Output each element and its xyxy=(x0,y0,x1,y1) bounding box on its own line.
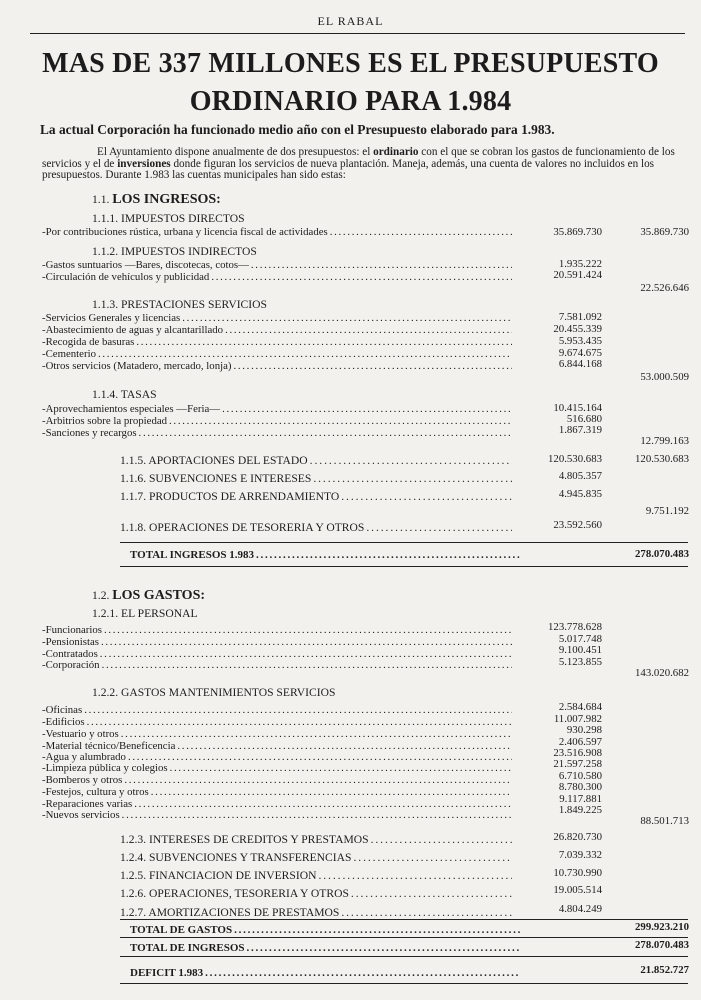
impuestos-directos-heading: 1.1.1. IMPUESTOS DIRECTOS xyxy=(92,212,245,225)
tesoreria-row: 1.1.8. OPERACIONES DE TESORERIA Y OTROS . . . xyxy=(120,519,512,533)
item-value: 9.674.675 xyxy=(558,347,602,359)
financiacion-row: 1.2.5. FINANCIACION DE INVERSION . . . xyxy=(120,867,512,881)
item-value: 4.804.249 xyxy=(558,903,602,915)
item-value: 1.867.319 xyxy=(558,424,602,436)
item-value: 123.778.628 xyxy=(548,621,602,633)
item-value: 20.591.424 xyxy=(553,269,602,281)
item-value: 2.584.684 xyxy=(558,701,602,713)
headline-line-1: MAS DE 337 MILLONES ES EL PRESUPUESTO xyxy=(42,48,659,79)
impuestos-indirectos-heading: 1.1.2. IMPUESTOS INDIRECTOS xyxy=(92,245,257,258)
list-item: -Abastecimiento de aguas y alcantarillado . . . xyxy=(42,324,512,336)
list-item: -Vestuario y otros . . . xyxy=(42,728,512,740)
total-rule xyxy=(120,983,688,984)
subtotal-value: 53.000.509 xyxy=(640,371,689,383)
item-value: 35.869.730 xyxy=(553,226,602,238)
subheadline: La actual Corporación ha funcionado medio año con el Presupuesto elaborado para 1.983. xyxy=(40,122,555,137)
total-rule xyxy=(120,937,688,938)
total-gastos-row: TOTAL DE GASTOS . . . xyxy=(130,923,520,936)
subtotal-value: 120.530.683 xyxy=(635,453,689,465)
list-item: -Sanciones y recargos . . . xyxy=(42,427,512,439)
subvenciones-row: 1.1.6. SUBVENCIONES E INTERESES . . . xyxy=(120,470,512,484)
mantenimiento-heading: 1.2.2. GASTOS MANTENIMIENTOS SERVICIOS xyxy=(92,686,336,699)
section-ingresos-heading: 1.1. LOS INGRESOS: xyxy=(92,192,221,207)
list-item: -Otros servicios (Matadero, mercado, lonja) . . . xyxy=(42,360,512,372)
subtotal-value: 88.501.713 xyxy=(640,815,689,827)
list-item: -Recogida de basuras . . . xyxy=(42,336,512,348)
prestaciones-heading: 1.1.3. PRESTACIONES SERVICIOS xyxy=(92,298,267,311)
item-value: 4.945.835 xyxy=(558,488,602,500)
item-value: 19.005.514 xyxy=(553,884,602,896)
list-item: -Contratados . . . xyxy=(42,648,512,660)
headline-line-2: ORDINARIO PARA 1.984 xyxy=(189,86,512,117)
item-value: 120.530.683 xyxy=(548,453,602,465)
list-item: -Bomberos y otros . . . xyxy=(42,774,512,786)
subtotal-value: 143.020.682 xyxy=(635,667,689,679)
item-value: 4.805.357 xyxy=(558,470,602,482)
item-value: 2.406.597 xyxy=(558,736,602,748)
subtotal-value: 9.751.192 xyxy=(645,505,689,517)
arrendamiento-row: 1.1.7. PRODUCTOS DE ARRENDAMIENTO . . . xyxy=(120,488,512,502)
total-ingresos-row: TOTAL DE INGRESOS . . . xyxy=(130,941,520,954)
deficit-value: 21.852.727 xyxy=(640,964,689,976)
page-header: EL RABAL xyxy=(317,14,384,28)
item-value: 20.455.339 xyxy=(553,323,602,335)
item-value: 11.007.982 xyxy=(553,713,602,725)
header-rule xyxy=(30,33,685,34)
list-item: -Oficinas . . . xyxy=(42,704,512,716)
item-value: 6.844.168 xyxy=(558,358,602,370)
subvenciones-row: 1.2.4. SUBVENCIONES Y TRANSFERENCIAS . . . xyxy=(120,849,512,863)
section-gastos-heading: 1.2. LOS GASTOS: xyxy=(92,588,206,603)
total-rule xyxy=(120,919,688,920)
item-value: 1.935.222 xyxy=(558,258,602,270)
tasas-heading: 1.1.4. TASAS xyxy=(92,388,157,401)
subtotal-value: 35.869.730 xyxy=(640,226,689,238)
intereses-row: 1.2.3. INTERESES DE CREDITOS Y PRESTAMOS . . . xyxy=(120,831,512,845)
intro-paragraph: El Ayuntamiento dispone anualmente de dos presupuestos: el ordinario con el que se cobran los gastos de funcionamiento de los servicios y el de inversiones donde figuran los servicios de nueva plantación. Maneja, además, una cuenta de valores no incluidos en los presupuestos. Durante 1.983 las cuentas municipales han sido estas: xyxy=(42,146,675,181)
list-item: -Festejos, cultura y otros . . . xyxy=(42,786,512,798)
item-value: 23.592.560 xyxy=(553,519,602,531)
amortizaciones-row: 1.2.7. AMORTIZACIONES DE PRESTAMOS . . . xyxy=(120,904,512,918)
total-ingresos-value: 278.070.483 xyxy=(635,548,689,560)
item-value: 9.100.451 xyxy=(558,644,602,656)
list-item: -Material técnico/Beneficencia . . . xyxy=(42,740,512,752)
total-ingresos-row: TOTAL INGRESOS 1.983 . . . xyxy=(130,548,520,561)
total-gastos-value: 299.923.210 xyxy=(635,921,689,933)
item-value: 5.953.435 xyxy=(558,335,602,347)
list-item: -Funcionarios . . . xyxy=(42,624,512,636)
total-rule xyxy=(120,542,688,543)
item-value: 7.581.092 xyxy=(558,311,602,323)
item-value: 9.117.881 xyxy=(559,793,602,805)
list-item: -Pensionistas . . . xyxy=(42,636,512,648)
list-item: -Gastos suntuarios —Bares, discotecas, cotos— . . . xyxy=(42,259,512,271)
item-value: 10.415.164 xyxy=(553,402,602,414)
item-value: 8.780.300 xyxy=(558,781,602,793)
list-item: -Limpieza pública y colegios . . . xyxy=(42,762,512,774)
total-rule xyxy=(120,956,688,957)
item-value: 1.849.225 xyxy=(558,804,602,816)
subtotal-value: 12.799.163 xyxy=(640,435,689,447)
list-item: -Por contribuciones rústica, urbana y licencia fiscal de actividades . . . xyxy=(42,226,512,238)
list-item: -Corporación . . . xyxy=(42,659,512,671)
item-value: 516.680 xyxy=(566,413,602,425)
list-item: -Circulación de vehículos y publicidad . . . xyxy=(42,271,512,283)
item-value: 21.597.258 xyxy=(553,758,602,770)
aportaciones-row: 1.1.5. APORTACIONES DEL ESTADO . . . xyxy=(120,452,512,466)
total-ingresos-value: 278.070.483 xyxy=(635,939,689,951)
list-item: -Arbitrios sobre la propiedad . . . xyxy=(42,415,512,427)
list-item: -Servicios Generales y licencias . . . xyxy=(42,312,512,324)
item-value: 10.730.990 xyxy=(553,867,602,879)
list-item: -Edificios . . . xyxy=(42,716,512,728)
item-value: 7.039.332 xyxy=(558,849,602,861)
item-value: 930.298 xyxy=(566,724,602,736)
item-value: 5.017.748 xyxy=(558,633,602,645)
list-item: -Reparaciones varias . . . xyxy=(42,798,512,810)
total-rule xyxy=(120,566,688,567)
list-item: -Nuevos servicios . . . xyxy=(42,809,512,821)
deficit-row: DEFICIT 1.983 . . . xyxy=(130,966,520,979)
item-value: 6.710.580 xyxy=(558,770,602,782)
list-item: -Cementerio . . . xyxy=(42,348,512,360)
list-item: -Aprovechamientos especiales —Feria— . . . xyxy=(42,403,512,415)
item-value: 23.516.908 xyxy=(553,747,602,759)
personal-heading: 1.2.1. EL PERSONAL xyxy=(92,607,198,620)
item-value: 5.123.855 xyxy=(558,656,602,668)
list-item: -Agua y alumbrado . . . xyxy=(42,751,512,763)
subtotal-value: 22.526.646 xyxy=(640,282,689,294)
item-value: 26.820.730 xyxy=(553,831,602,843)
operaciones-row: 1.2.6. OPERACIONES, TESORERIA Y OTROS . . . xyxy=(120,885,512,899)
